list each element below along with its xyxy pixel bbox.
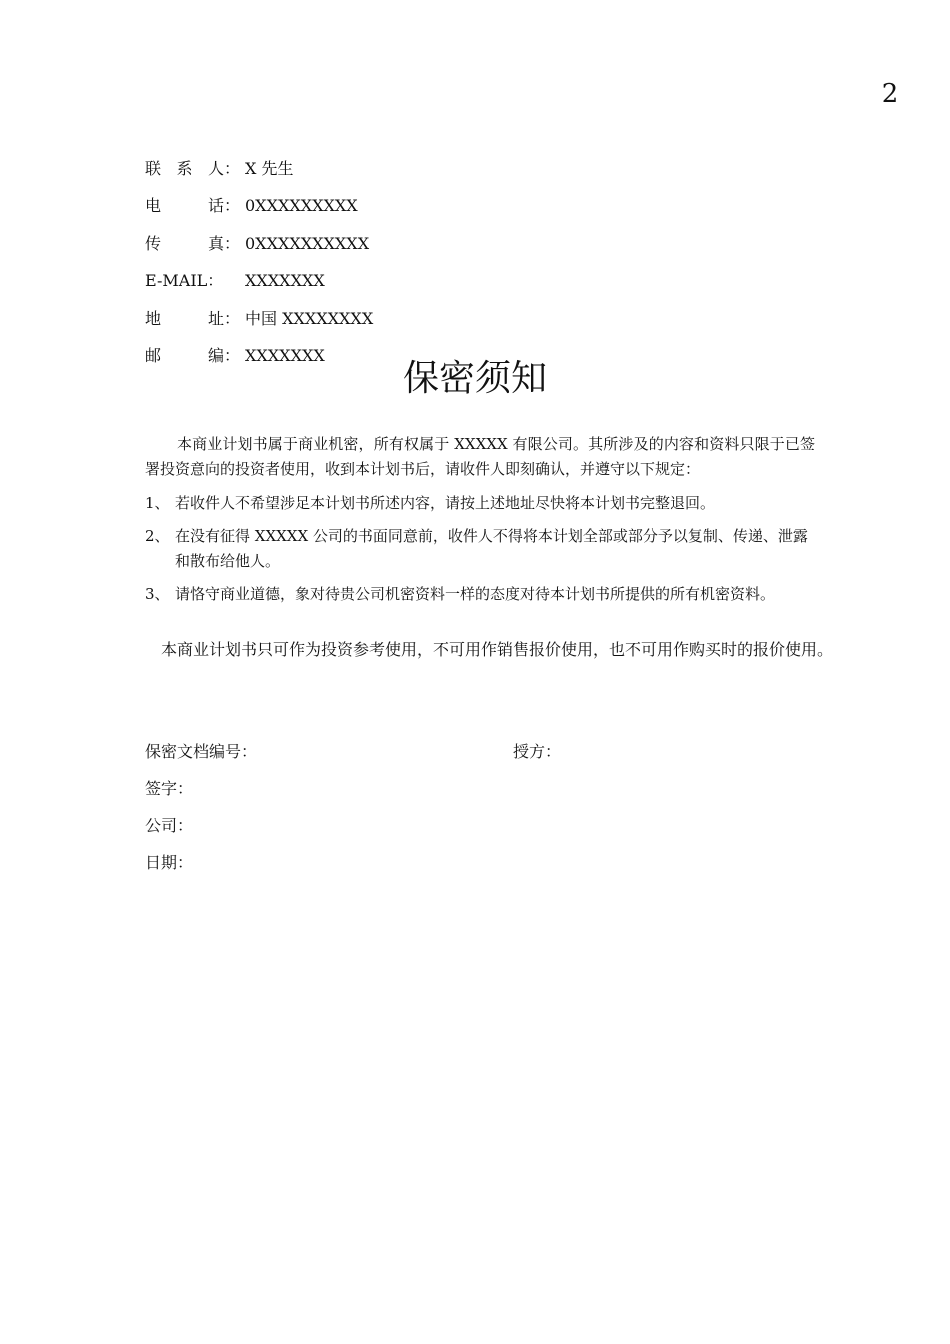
signature-label: 签字：: [145, 779, 194, 798]
rule-text: 在没有征得 XXXXX 公司的书面同意前，收件人不得将本计划全部或部分予以复制、传递、泄露和散布给他人。: [175, 527, 808, 570]
rule-number: 3、: [145, 585, 170, 603]
doc-number-label: 保密文档编号：: [145, 742, 258, 761]
grantor-label: 授方：: [513, 742, 562, 761]
contact-label: 地 址：: [145, 308, 240, 328]
page-number: 2: [881, 79, 899, 109]
fax-value: 0XXXXXXXXXX: [245, 233, 370, 253]
rule-number: 2、: [145, 527, 170, 545]
rule-item: [145, 524, 815, 574]
rule-item: [145, 582, 815, 607]
closing-paragraph: 本商业计划书只可作为投资参考使用，不可用作销售报价使用，也不可用作购买时的报价使用。: [161, 640, 834, 659]
rule-text: 若收件人不希望涉足本计划书所述内容，请按上述地址尽快将本计划书完整退回。: [175, 494, 716, 512]
contact-label: 传 真：: [145, 233, 240, 253]
rule-text: 请恪守商业道德，象对待贵公司机密资料一样的态度对待本计划书所提供的所有机密资料。: [175, 585, 776, 603]
contact-row-address: [145, 300, 545, 337]
rule-item: [145, 491, 815, 516]
contact-row-email: [145, 262, 545, 299]
contact-label: 邮 编：: [145, 345, 240, 365]
contact-row-fax: [145, 225, 545, 262]
contact-info-block: [145, 150, 545, 374]
contact-person-value: X 先生: [245, 159, 294, 178]
contact-label: 联 系 人：: [145, 159, 240, 178]
date-label: 日期：: [145, 853, 194, 872]
phone-value: 0XXXXXXXXX: [245, 196, 358, 216]
address-value: 中国 XXXXXXXX: [245, 308, 374, 328]
contact-label: 电 话：: [145, 196, 240, 216]
intro-paragraph: 本商业计划书属于商业机密，所有权属于 XXXXX 有限公司。其所涉及的内容和资料只限于已签署投资意向的投资者使用，收到本计划书后，请收件人即刻确认，并遵守以下规定：: [145, 435, 815, 478]
contact-label: E-MAIL ：: [145, 271, 224, 291]
contact-row-phone: [145, 187, 545, 224]
email-value: XXXXXXX: [245, 271, 325, 291]
company-label: 公司：: [145, 816, 194, 835]
contact-row-person: [145, 150, 545, 187]
document-title: 保密须知: [402, 358, 547, 399]
postcode-value: XXXXXXX: [245, 345, 325, 365]
rule-number: 1、: [145, 494, 170, 512]
